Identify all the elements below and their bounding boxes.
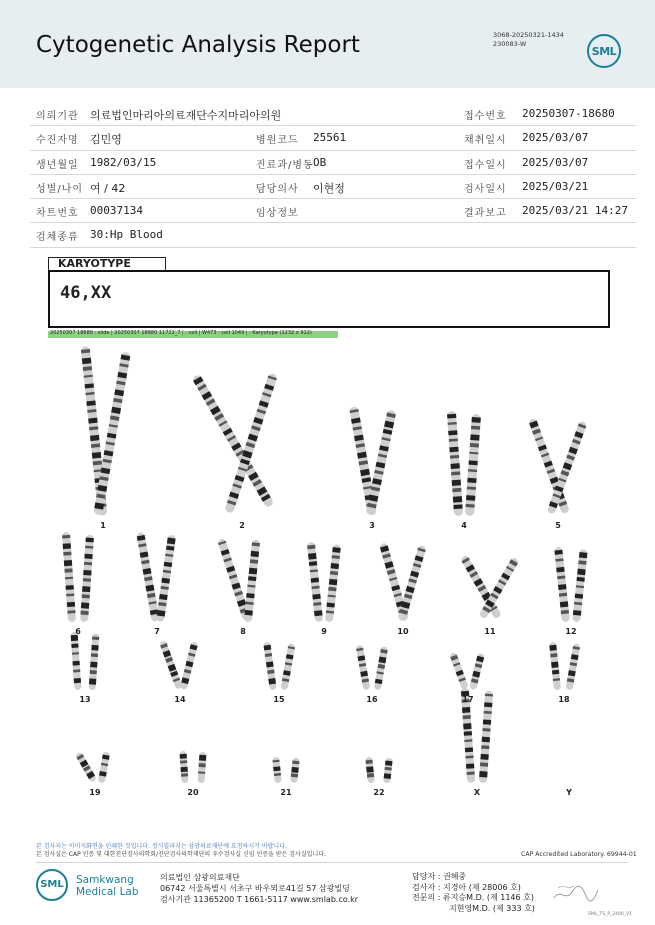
- info-row: [30, 223, 636, 247]
- footer-divider: [36, 862, 628, 863]
- chromosome-shape: [397, 545, 426, 622]
- birth-label: 생년월일: [36, 159, 79, 171]
- chromosome-shape: [281, 643, 296, 690]
- chromosome-shape: [62, 532, 76, 622]
- info-row: [30, 151, 636, 175]
- institution-value: 의료법인마리아의료재단수지마리아의원: [90, 109, 282, 122]
- chromosome-shape: [89, 634, 100, 691]
- specimen-value: 30:Hp Blood: [90, 228, 163, 242]
- tester: 검사자 : 지경아 (제 28006 호): [412, 882, 521, 892]
- chromosome-number-label: 12: [565, 627, 577, 636]
- chromosome-number-label: 14: [174, 695, 186, 704]
- form-code: SML_TS_P_2400_V1: [588, 912, 632, 917]
- chromosome-shape: [325, 544, 341, 622]
- disclaimer: [36, 843, 326, 858]
- chromosome-shape: [263, 642, 277, 691]
- specimen-label: 검체종류: [36, 232, 79, 244]
- chromosome-number-label: 21: [280, 788, 292, 797]
- chromosome-shape: [366, 410, 397, 516]
- ward-code-label: 병원코드: [256, 135, 299, 147]
- chromosome-number-label: 4: [461, 521, 467, 530]
- chromosome-shape: [465, 414, 481, 516]
- ward-code-value: 25561: [313, 131, 347, 145]
- chromosome-shape: [383, 757, 393, 783]
- chromosome-shape: [272, 757, 282, 784]
- chromosome-shape: [70, 632, 81, 690]
- chromosome-shape: [290, 757, 300, 783]
- lab-name-line-2: Medical Lab: [76, 886, 139, 898]
- reference-line-1: 3068-20250321-1434: [493, 31, 564, 39]
- lab-address: 06742 서울특별시 서초구 바우뫼로41길 57 삼광빌딩: [160, 884, 350, 893]
- cap-accreditation: CAP Accredited Laboratory. 69944-01: [521, 851, 637, 858]
- chromosome-shape: [244, 539, 261, 622]
- info-row: [30, 199, 636, 223]
- chromosome-number-label: 1: [100, 521, 106, 530]
- dept-value: OB: [313, 155, 327, 169]
- chromosome-number-label: X: [473, 788, 481, 797]
- specialist-2: 지현영M.D. (제 333 호): [449, 903, 535, 913]
- chart-label: 차트번호: [36, 208, 79, 220]
- chromosome-number-label: 20: [187, 788, 199, 797]
- chromosome-shape: [80, 535, 94, 623]
- chromosome-number-label: 15: [273, 695, 285, 704]
- sex-age-value: 여 / 42: [90, 181, 126, 195]
- samkwang-logo-text: SML: [40, 879, 64, 890]
- disclaimer-line-2: 본 검사실은 CAP 인증 및 대한진단검사의학회/진단검사의학재단의 우수검사실 신임 인증을 받은 검사실입니다.: [36, 850, 326, 858]
- sex-age-label: 성별/나이: [36, 183, 84, 195]
- chromosome-number-label: 11: [484, 627, 496, 636]
- chromosome-shape: [566, 643, 581, 690]
- lab-address-block: [160, 872, 358, 905]
- clinical-label: 임상정보: [256, 208, 299, 220]
- chromosome-number-label: 6: [75, 627, 81, 636]
- samkwang-logo: [36, 869, 68, 901]
- signers-block: [412, 872, 535, 914]
- sml-logo-text: SML: [591, 45, 617, 58]
- chromosome-shape: [98, 752, 110, 784]
- reference-line-2: 230083-W: [493, 40, 527, 48]
- org-name: 의료법인 삼광의료재단: [160, 873, 240, 882]
- chromosome-shape: [307, 542, 323, 622]
- report-header: [0, 0, 655, 88]
- chromosome-number-label: 10: [397, 627, 409, 636]
- chromosome-number-label: 22: [373, 788, 385, 797]
- chromosome-number-label: 2: [239, 521, 245, 530]
- lab-name: [76, 874, 139, 898]
- chart-value: 00037134: [90, 204, 143, 218]
- collect-date-value: 2025/03/07: [522, 131, 589, 145]
- patient-info-table: [30, 102, 636, 248]
- chromosome-shape: [136, 532, 160, 622]
- receive-date-value: 2025/03/07: [522, 155, 589, 169]
- chromosome-number-label: 3: [369, 521, 375, 530]
- report-label: 결과보고: [464, 208, 507, 220]
- chromosome-number-label: 9: [321, 627, 327, 636]
- signature-image: [552, 882, 600, 904]
- chromosome-shape: [365, 757, 375, 784]
- karyotype-value: 46,XX: [60, 283, 112, 303]
- patient-value: 김민영: [90, 133, 122, 147]
- report-value: 2025/03/21 14:27: [522, 204, 628, 218]
- karyotype-image-caption-bar: [48, 331, 338, 338]
- chromosome-shape: [93, 352, 130, 516]
- chromosome-shape: [449, 652, 469, 690]
- birth-value: 1982/03/15: [90, 155, 157, 169]
- exam-date-label: 검사일시: [464, 183, 507, 195]
- disclaimer-line-1: 본 검사지는 이미지화면을 인쇄한 것입니다. 정식결과지는 삼광의료재단에 요청하시기 바랍니다.: [36, 843, 287, 850]
- receipt-no-value: 20250307-18680: [522, 107, 615, 120]
- chromosome-shape: [180, 641, 199, 690]
- chromosome-shape: [197, 752, 206, 783]
- report-reference: [493, 31, 564, 49]
- chromosome-number-label: 5: [555, 521, 561, 530]
- info-row: [30, 102, 636, 126]
- chromosome-shape: [156, 535, 176, 623]
- chromosome-shape: [159, 640, 183, 689]
- karyogram-image: [40, 340, 640, 805]
- manager: 담당자 : 권혜중: [412, 872, 467, 881]
- receive-date-label: 접수일시: [464, 159, 507, 171]
- chromosome-number-label: 7: [154, 627, 160, 636]
- lab-contact: 검사기관 11365200 T 1661-5117 www.smlab.co.kr: [160, 895, 359, 904]
- chromosome-number-label: Y: [566, 788, 572, 797]
- chromosome-shape: [549, 642, 561, 690]
- dept-label: 진료과/병동: [256, 159, 314, 171]
- sml-logo: [587, 34, 621, 68]
- chromosome-number-label: 8: [240, 627, 246, 636]
- collect-date-label: 채취일시: [464, 135, 507, 147]
- institution-label: 의뢰기관: [36, 111, 79, 122]
- chromosome-shape: [179, 751, 188, 783]
- chromosome-number-label: 18: [558, 695, 570, 704]
- chromosome-number-label: 17: [462, 695, 474, 704]
- lab-name-line-1: Samkwang: [76, 874, 134, 886]
- info-row: [30, 175, 636, 199]
- patient-label: 수진자명: [36, 135, 79, 147]
- chromosome-shape: [75, 751, 97, 782]
- doctor-label: 담당의사: [256, 183, 299, 195]
- karyotype-result-box: [48, 270, 610, 328]
- chromosome-number-label: 13: [79, 695, 91, 704]
- info-row: [30, 126, 636, 150]
- chromosome-number-label: 16: [366, 695, 378, 704]
- chromosome-shape: [554, 547, 570, 622]
- report-title: Cytogenetic Analysis Report: [36, 32, 360, 58]
- karyotype-image-caption: 20250307 18680 : slide | 20250307 18680 11722_7 | : cell | W473 : cell 1049 | : Karyotype (1232 x 912): [50, 330, 312, 336]
- specialist-1: 전문의 : 류지승M.D. (제 1146 호): [412, 893, 534, 903]
- chromosome-shape: [469, 653, 485, 690]
- receipt-no-label: 접수번호: [464, 111, 507, 122]
- exam-date-value: 2025/03/21: [522, 179, 589, 193]
- chromosome-shape: [447, 411, 463, 516]
- chromosome-shape: [479, 691, 493, 783]
- doctor-value: 이현정: [313, 181, 345, 195]
- chromosome-shape: [374, 646, 388, 690]
- chromosome-number-label: 19: [89, 788, 101, 797]
- chromosome-shape: [572, 549, 588, 622]
- karyotype-label: KARYOTYPE: [48, 257, 166, 270]
- chromosome-shape: [356, 645, 371, 691]
